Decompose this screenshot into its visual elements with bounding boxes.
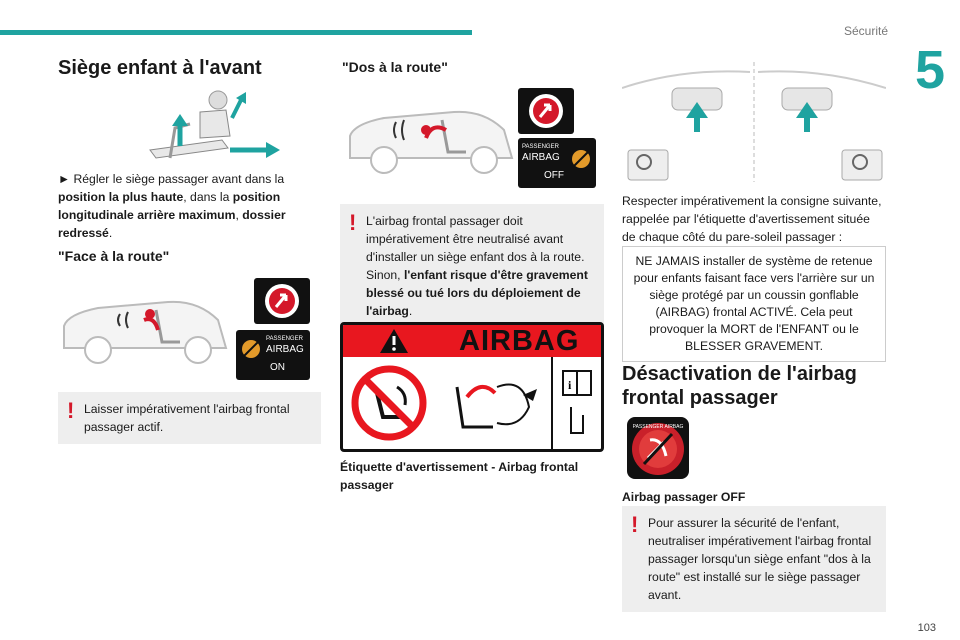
label-header <box>343 325 601 357</box>
airbag-switch-badge-on <box>254 278 310 324</box>
airbag-switch-badge-off <box>518 88 574 134</box>
icon-caption: Airbag passager OFF <box>622 490 746 504</box>
badge-passenger-label: PASSENGER <box>522 144 559 150</box>
airbag-switch-icon <box>518 88 574 134</box>
airbag-switch-icon <box>254 278 310 324</box>
badge-airbag-label: AIRBAG <box>522 152 560 163</box>
badge-passenger-label: PASSENGER <box>266 336 303 342</box>
seat-adjust-illustration <box>130 88 290 160</box>
warning-box-rear: ! L'airbag frontal passager doit impérativement être neutralisé avant d'installer un siège enfant dos à la route. Sinon, l'enfant risque d'être gravement blessé ou tué lors du déploiement de l'airbag. <box>340 204 604 328</box>
airbag-off-warning-lamp-icon <box>626 416 690 480</box>
no-rear-seat-icon <box>349 363 429 443</box>
airbag-deploy-icon <box>437 367 547 443</box>
chapter-number: 5 <box>914 40 946 100</box>
notice-box: NE JAMAIS installer de système de retenue pour enfants faisant face vers l'arrière sur un siège protégé par un coussin gonflable (AIRBAG) frontal ACTIVÉ. Cela peut provoquer la MORT de l'ENFANT ou le BLESSER GRAVEMENT. <box>622 246 886 362</box>
badge-on-label: ON <box>270 362 285 373</box>
warning-icon: ! <box>349 210 357 235</box>
car-rear-facing-illustration <box>344 100 514 180</box>
badge-airbag-label: AIRBAG <box>266 344 304 355</box>
airbag-warning-label <box>340 322 604 452</box>
warning-text: Laisser impérativement l'airbag frontal passager actif. <box>84 402 290 434</box>
section-label: Sécurité <box>843 24 888 38</box>
label-divider <box>551 357 553 452</box>
warning-box-deactivation <box>622 506 886 612</box>
label-airbag-text: AIRBAG <box>459 325 580 357</box>
instruction-text: ► Régler le siège passager avant dans la position la plus haute, dans la position longitudinale arrière maximum, dossier redressé. <box>58 172 286 240</box>
section-title-front-seat: Siège enfant à l'avant <box>58 57 262 79</box>
warning-icon: ! <box>631 512 639 537</box>
badge-off-label: OFF <box>544 170 564 181</box>
header-accent-bar <box>0 30 472 35</box>
subtitle-forward-facing: "Face à la route" <box>58 248 170 264</box>
warning-icon: ! <box>67 398 75 423</box>
label-caption: Étiquette d'avertissement - Airbag frontal passager <box>340 460 579 492</box>
car-forward-facing-illustration <box>58 290 228 370</box>
airbag-crossed-icon <box>240 338 262 360</box>
airbag-on-indicator <box>236 330 310 380</box>
icon-ring-text: PASSENGER AIRBAG <box>632 424 684 430</box>
airbag-off-indicator <box>518 138 596 188</box>
intro-text: Respecter impérativement la consigne suivante, rappelée par l'étiquette d'avertissement située de chaque côté du pare-soleil passager : <box>622 194 882 244</box>
warning-text: Pour assurer la sécurité de l'enfant, neutraliser impérativement l'airbag frontal passager lorsqu'un siège enfant "dos à la route" est installé sur le siège passager avant. <box>648 516 872 602</box>
warning-box-forward <box>58 392 321 444</box>
subtitle-rear-facing: "Dos à la route" <box>342 59 448 75</box>
warning-triangle-icon <box>379 328 409 354</box>
page-number: 103 <box>917 622 936 634</box>
section-title-deactivation: Désactivation de l'airbag frontal passager <box>622 363 857 409</box>
bullet-arrow: ► <box>58 172 71 186</box>
sun-visor-label-illustration <box>622 58 886 182</box>
svg-text:i: i <box>568 378 572 392</box>
airbag-crossed-icon <box>570 148 592 170</box>
read-manual-icon <box>557 367 597 443</box>
